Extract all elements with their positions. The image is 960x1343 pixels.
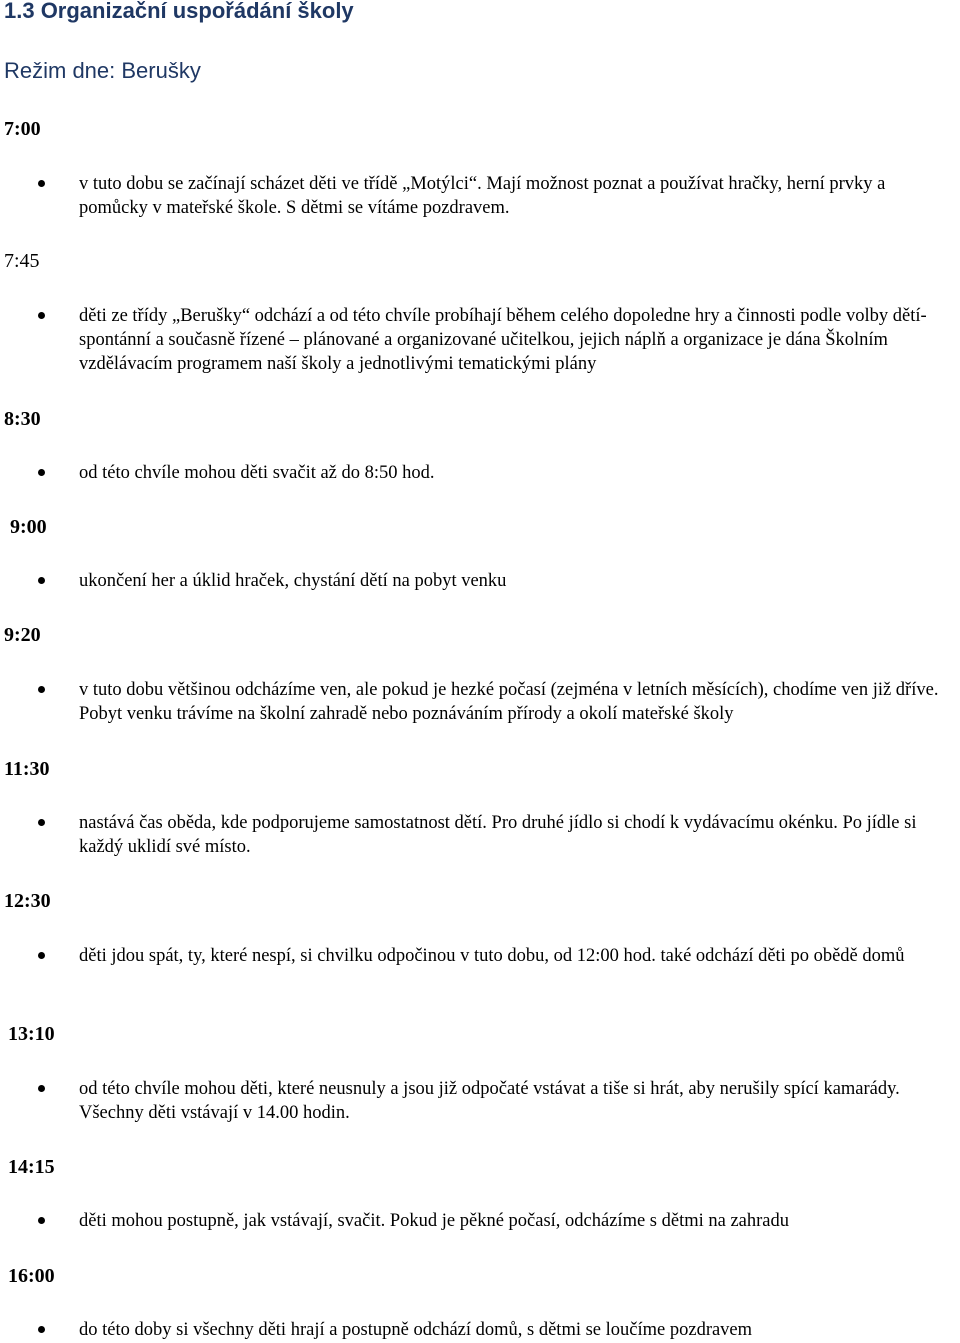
schedule-item-text: v tuto dobu většinou odcházíme ven, ale pokud je hezké počasí (zejména v letních měsících), chodíme ven již dříve. Pobyt venku trávíme na školní zahradě nebo poznáváním přírody a okolí mateřské školy: [79, 680, 939, 724]
schedule-item-text: děti ze třídy „Berušky“ odchází a od této chvíle probíhají během celého dopoledne hry a činnosti podle volby dětí- spontánní a současně řízené – plánované a organizované učitelkou, jejich náplň a organizace je dána Školním vzdělávacím programem naší školy a jednotlivými tematickými plány: [79, 306, 927, 374]
bullet-icon: [38, 577, 45, 584]
schedule-item-text: ukončení her a úklid hraček, chystání dětí na pobyt venku: [79, 571, 507, 591]
bullet-icon: [38, 1326, 45, 1333]
section-heading: 1.3 Organizační uspořádání školy: [4, 0, 354, 23]
schedule-item-text: nastává čas oběda, kde podporujeme samostatnost dětí. Pro druhé jídlo si chodí k vydávacímu okénku. Po jídle si každý uklidí své místo.: [79, 813, 917, 857]
schedule-item-text: děti mohou postupně, jak vstávají, svačit. Pokud je pěkné počasí, odcházíme s dětmi na zahradu: [79, 1211, 790, 1231]
time-label-0700: 7:00: [4, 118, 41, 140]
time-label-1230: 12:30: [4, 890, 51, 912]
time-label-0900: 9:00: [10, 516, 47, 538]
time-label-1415: 14:15: [8, 1156, 55, 1178]
bullet-icon: [38, 469, 45, 476]
bullet-icon: [38, 686, 45, 693]
bullet-icon: [38, 952, 45, 959]
bullet-icon: [38, 312, 45, 319]
schedule-item-text: v tuto dobu se začínají scházet děti ve třídě „Motýlci“. Mají možnost poznat a používat hračky, herní prvky a pomůcky v mateřské škole. S dětmi se vítáme pozdravem.: [79, 174, 886, 218]
bullet-icon: [38, 1217, 45, 1224]
schedule-item-text: od této chvíle mohou děti svačit až do 8:50 hod.: [79, 463, 435, 483]
time-label-1600: 16:00: [8, 1265, 55, 1287]
schedule-item-text: od této chvíle mohou děti, které neusnuly a jsou již odpočaté vstávat a tiše si hrát, aby nerušily spící kamarády. Všechny děti vstávají v 14.00 hodin.: [79, 1079, 900, 1123]
time-label-0920: 9:20: [4, 624, 41, 646]
time-label-0830: 8:30: [4, 408, 41, 430]
schedule-item-text: do této doby si všechny děti hrají a postupně odchází domů, s dětmi se loučíme pozdravem: [79, 1320, 753, 1340]
time-label-1310: 13:10: [8, 1023, 55, 1045]
schedule-subheading: Režim dne: Berušky: [4, 58, 201, 83]
schedule-item-text: děti jdou spát, ty, které nespí, si chvilku odpočinou v tuto dobu, od 12:00 hod. také odchází děti po obědě domů: [79, 946, 905, 966]
bullet-icon: [38, 1085, 45, 1092]
time-label-1130: 11:30: [4, 758, 50, 780]
time-label-0745: 7:45: [4, 250, 40, 272]
bullet-icon: [38, 180, 45, 187]
bullet-icon: [38, 819, 45, 826]
